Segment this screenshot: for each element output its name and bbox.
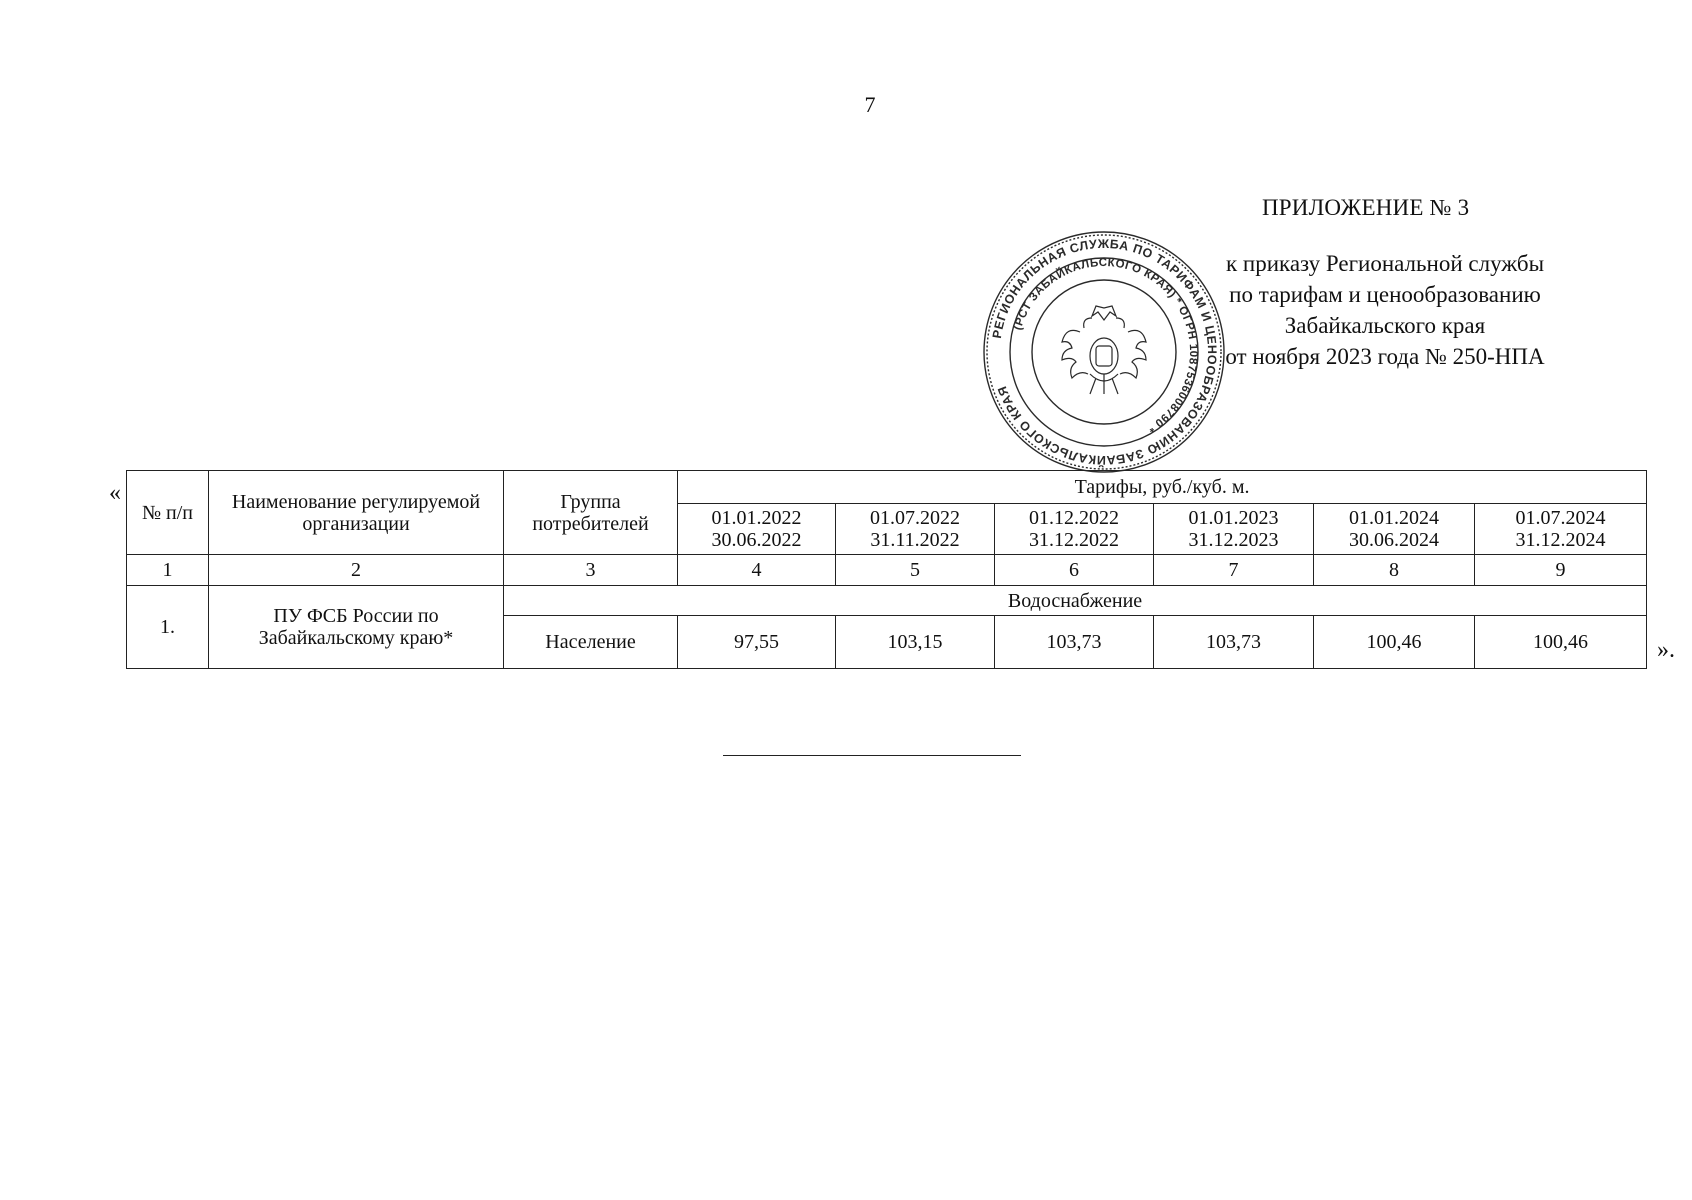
period-header: 01.07.2024 31.12.2024 — [1475, 504, 1647, 555]
opening-quote: « — [109, 480, 121, 506]
appendix-line: от ноября 2023 года № 250-НПА — [1225, 344, 1545, 369]
header-row — [127, 471, 1647, 504]
stamp-ring — [1032, 280, 1176, 424]
column-number: 6 — [995, 555, 1154, 586]
column-number: 9 — [1475, 555, 1647, 586]
service-type: Водоснабжение — [504, 586, 1647, 616]
column-number: 1 — [127, 555, 209, 586]
table-row — [127, 586, 1647, 616]
header-organization: Наименование регулируемой организации — [209, 471, 504, 555]
closing-rule — [723, 755, 1021, 756]
column-number: 3 — [504, 555, 678, 586]
page-number: 7 — [864, 92, 876, 117]
double-headed-eagle-emblem — [1062, 306, 1146, 394]
column-number: 4 — [678, 555, 836, 586]
appendix-line: к приказу Региональной службы — [1225, 251, 1545, 276]
period-header: 01.01.2023 31.12.2023 — [1154, 504, 1314, 555]
tariff-value: 100,46 — [1314, 616, 1475, 669]
column-numbers-row — [127, 555, 1647, 586]
column-number: 8 — [1314, 555, 1475, 586]
tariff-value: 97,55 — [678, 616, 836, 669]
tariff-value: 103,15 — [836, 616, 995, 669]
official-seal-stamp — [980, 228, 1228, 476]
tariff-value: 103,73 — [1154, 616, 1314, 669]
organization-name: ПУ ФСБ России по Забайкальскому краю* — [209, 586, 504, 669]
tariff-value: 103,73 — [995, 616, 1154, 669]
closing-quote: ». — [1657, 637, 1675, 663]
column-number: 5 — [836, 555, 995, 586]
appendix-title: ПРИЛОЖЕНИЕ № 3 — [1262, 195, 1470, 220]
header-num: № п/п — [127, 471, 209, 555]
column-number: 7 — [1154, 555, 1314, 586]
period-header: 01.07.2022 31.11.2022 — [836, 504, 995, 555]
period-header: 01.01.2022 30.06.2022 — [678, 504, 836, 555]
header-consumer-group: Группа потребителей — [504, 471, 678, 555]
stamp-ring — [987, 235, 1221, 469]
appendix-line: по тарифам и ценообразованию — [1229, 282, 1541, 307]
period-header: 01.12.2022 31.12.2022 — [995, 504, 1154, 555]
appendix-line: Забайкальского края — [1284, 313, 1486, 338]
tariff-table — [126, 470, 1647, 669]
header-tariffs: Тарифы, руб./куб. м. — [678, 471, 1647, 504]
period-header: 01.01.2024 30.06.2024 — [1314, 504, 1475, 555]
stamp-outer-text: РЕГИОНАЛЬНАЯ СЛУЖБА ПО ТАРИФАМ И ЦЕНООБРАЗОВАНИЮ ЗАБАЙКАЛЬСКОГО КРАЯ — [989, 236, 1220, 468]
tariff-value: 100,46 — [1475, 616, 1647, 669]
stamp-inner-text: (РСТ ЗАБАЙКАЛЬСКОГО КРАЯ) * ОГРН 1087536008790 * — [1011, 256, 1200, 435]
row-number: 1. — [127, 586, 209, 669]
consumer-group: Население — [504, 616, 678, 669]
column-number: 2 — [209, 555, 504, 586]
